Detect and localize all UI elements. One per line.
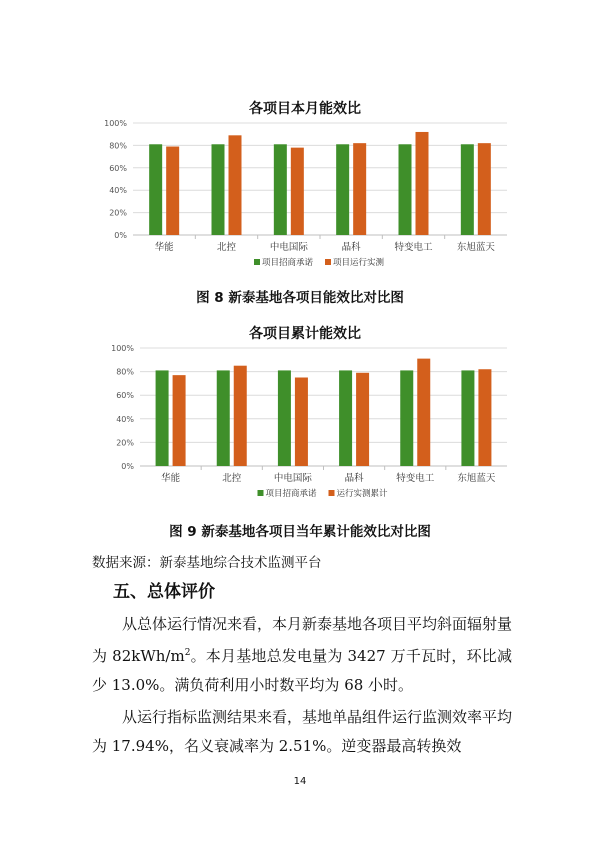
y-tick-label: 40% [116,414,134,424]
x-tick-label: 特变电工 [396,473,435,484]
bar-committed [339,370,352,466]
x-tick-label: 晶科 [344,473,364,484]
paragraph-text: 。本月基地总发电量为 3427 万千瓦时，环比减少 13.0%。满负荷利用小时数平均为 68 小时。 [92,647,512,694]
bar-committed [336,144,349,235]
x-tick-label: 北控 [216,242,237,253]
x-tick-label: 东旭蓝天 [457,473,496,484]
bar-measured [234,366,247,466]
figure-8-caption: 图 8 新泰基地各项目能效比对比图 [196,290,404,306]
bar-measured [478,369,491,466]
x-tick-label: 北控 [222,473,242,484]
x-tick-label: 东旭蓝天 [456,242,495,253]
y-tick-label: 0% [121,462,134,471]
bar-measured [353,143,366,235]
y-tick-label: 0% [114,231,127,240]
bar-measured [417,359,430,466]
bar-committed [149,144,162,235]
chart-svg [95,320,515,505]
bar-committed [156,370,169,466]
bar-committed [217,370,230,466]
bar-committed [400,370,413,466]
x-tick-label: 晶科 [341,242,361,253]
y-tick-label: 20% [109,208,127,218]
chart-monthly-efficiency [95,95,515,275]
chart-title: 各项目累计能效比 [249,326,361,342]
x-tick-label: 华能 [154,242,174,253]
y-tick-label: 100% [111,344,134,353]
legend-swatch [329,490,335,496]
x-tick-label: 特变电工 [394,242,433,253]
bar-measured [166,147,179,235]
figure-9-caption: 图 9 新泰基地各项目当年累计能效比对比图 [169,524,431,540]
superscript: 2 [184,648,191,658]
x-tick-label: 华能 [161,473,181,484]
bar-committed [274,144,287,235]
y-tick-label: 100% [104,119,127,128]
bar-measured [478,143,491,235]
paragraph-text: 从总体运行情况来看，本月新泰基地各项目平均斜面辐射量为 82kWh/m [92,615,513,665]
bar-committed [278,370,291,466]
chart-cumulative-efficiency [95,320,515,505]
bar-committed [399,144,412,235]
y-tick-label: 60% [109,163,127,173]
bar-measured [229,135,242,235]
page-number: 14 [293,776,307,787]
paragraph-indicators [92,703,512,761]
y-tick-label: 80% [109,141,127,151]
section-heading: 五、总体评价 [113,582,215,602]
x-tick-label: 中电国际 [273,473,312,484]
data-source: 数据来源：新泰基地综合技术监测平台 [92,555,322,571]
bar-measured [356,373,369,466]
chart-title: 各项目本月能效比 [249,101,361,117]
legend-label: 运行实测累计 [336,489,388,499]
paragraph-text: 从运行指标监测结果来看，基地单晶组件运行监测效率平均为 17.94%，名义衰减率为 2.51%。逆变器最高转换效 [92,708,513,755]
legend-label: 项目运行实测 [333,258,385,268]
bar-measured [295,378,308,467]
bar-measured [291,148,304,235]
bar-measured [173,375,186,466]
bar-committed [212,144,225,235]
legend-swatch [254,259,260,265]
bar-measured [416,132,429,235]
chart-svg [95,95,515,275]
bar-committed [461,144,474,235]
y-tick-label: 80% [116,367,134,377]
legend-label: 项目招商承诺 [265,489,317,499]
paragraph-overall [92,610,512,700]
x-tick-label: 中电国际 [269,242,308,253]
legend-swatch [258,490,264,496]
y-tick-label: 60% [116,391,134,401]
bar-committed [461,370,474,466]
legend-label: 项目招商承诺 [262,258,314,268]
y-tick-label: 20% [116,438,134,448]
legend-swatch [325,259,331,265]
y-tick-label: 40% [109,186,127,196]
